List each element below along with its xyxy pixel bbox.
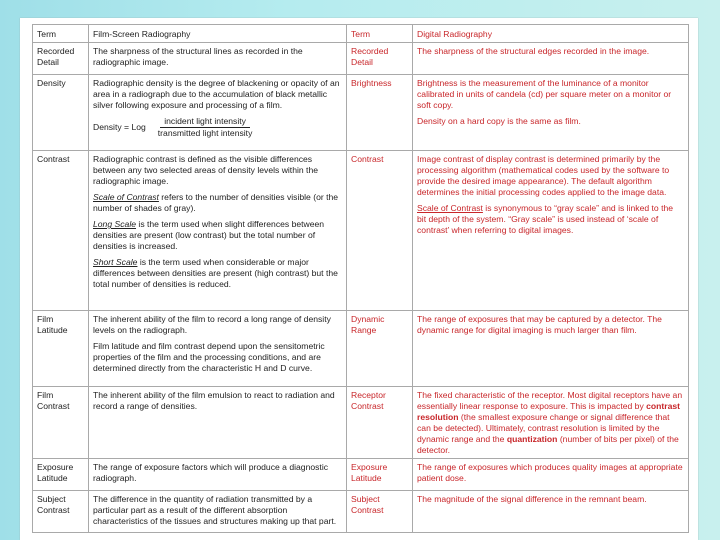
- table-row: [33, 459, 689, 491]
- digital-cell: The range of exposures which produces quality images at appropriate patient dose.: [413, 459, 689, 491]
- term-cell: Contrast: [33, 151, 89, 311]
- formula-label: Density = Log: [93, 122, 146, 132]
- film-long-text: is the term used when slight differences between densities are present (low contrast) but the total number of densities is increased.: [93, 219, 325, 251]
- digital-cell: The magnitude of the signal difference in the remnant beam.: [413, 491, 689, 533]
- digital-text-a: The fixed characteristic of the receptor. Most digital receptors have an essentially linear response to exposure. This is impacted by: [417, 390, 683, 411]
- document-page: [20, 18, 698, 540]
- term-cell: Film Contrast: [33, 387, 89, 459]
- digital-cell: [413, 75, 689, 151]
- term-underlined: Scale of Contrast: [93, 192, 159, 202]
- header-film-screen: Film-Screen Radiography: [89, 25, 347, 43]
- digital-term-cell: Contrast: [347, 151, 413, 311]
- film-cell: The inherent ability of the film emulsion to react to radiation and record a range of densities.: [89, 387, 347, 459]
- term-underlined: Long Scale: [93, 219, 137, 229]
- term-cell: Subject Contrast: [33, 491, 89, 533]
- table-row: [33, 43, 689, 75]
- film-cell: The range of exposure factors which will produce a diagnostic radiograph.: [89, 459, 347, 491]
- term-cell: Exposure Latitude: [33, 459, 89, 491]
- digital-term-cell: Receptor Contrast: [347, 387, 413, 459]
- term-underlined: Scale of Contrast: [417, 203, 483, 213]
- film-cell: The sharpness of the structural lines as recorded in the radiographic image.: [89, 43, 347, 75]
- digital-cell: [413, 387, 689, 459]
- term-cell: Density: [33, 75, 89, 151]
- digital-cell: The sharpness of the structural edges recorded in the image.: [413, 43, 689, 75]
- digital-term-cell: Brightness: [347, 75, 413, 151]
- formula-denominator: transmitted light intensity: [157, 128, 253, 138]
- header-term-digital: Term: [347, 25, 413, 43]
- term-cell: Film Latitude: [33, 311, 89, 387]
- digital-cell: The range of exposures that may be captured by a detector. The dynamic range for digital imaging is much larger than film.: [413, 311, 689, 387]
- header-digital: Digital Radiography: [413, 25, 689, 43]
- table-row: [33, 311, 689, 387]
- term-underlined: Short Scale: [93, 257, 138, 267]
- digital-cell: [413, 151, 689, 311]
- film-cell: [89, 311, 347, 387]
- digital-bold-quantization: quantization: [506, 434, 558, 444]
- header-term: Term: [33, 25, 89, 43]
- film-scale-of-contrast: [93, 192, 342, 214]
- digital-text-2: Density on a hard copy is the same as film.: [417, 116, 581, 126]
- formula-numerator: incident light intensity: [160, 116, 250, 128]
- digital-term-cell: Dynamic Range: [347, 311, 413, 387]
- film-text: Radiographic contrast is defined as the visible differences between any two selected areas of density levels within the radiographic image.: [93, 154, 318, 186]
- table-row: [33, 387, 689, 459]
- density-formula: [93, 116, 342, 139]
- film-short-scale: [93, 257, 342, 290]
- film-soc-text: refers to the number of densities visible (or the number of shades of gray).: [93, 192, 339, 213]
- film-short-text: is the term used when considerable or major differences between densities are present (high contrast) but the total number of densities is reduced.: [93, 257, 338, 289]
- digital-soc-text: is synonymous to “gray scale” and is linked to the bit depth of the system. “Gray scale” is used instead of ‘scale of contrast’ when referring to digital images.: [417, 203, 674, 235]
- film-cell: The difference in the quantity of radiation transmitted by a particular part as a result of the different absorption characteristics of the tissues and structures making up that part.: [89, 491, 347, 533]
- digital-text-d: (number of bits per pixel) of the detector.: [417, 434, 679, 455]
- term-cell: Recorded Detail: [33, 43, 89, 75]
- table-row: [33, 151, 689, 311]
- table-row: [33, 75, 689, 151]
- digital-term-cell: Exposure Latitude: [347, 459, 413, 491]
- formula-fraction: [154, 116, 257, 139]
- digital-term-cell: Subject Contrast: [347, 491, 413, 533]
- header-row: [33, 25, 689, 43]
- table-row: [33, 491, 689, 533]
- film-cell: [89, 151, 347, 311]
- film-text: The inherent ability of the film to record a long range of density levels on the radiograph.: [93, 314, 331, 335]
- digital-term-cell: Recorded Detail: [347, 43, 413, 75]
- digital-scale-of-contrast: [417, 203, 684, 236]
- digital-text: Image contrast of display contrast is determined primarily by the processing algorithm (mathematical codes used by the software to provide the desired image appearance). The default algorithm determines the initial processing codes applied to the image data.: [417, 154, 670, 197]
- comparison-table: [32, 24, 689, 533]
- digital-text: Brightness is the measurement of the luminance of a monitor calibrated in units of candela (cd) per square meter on a monitor or soft copy.: [417, 78, 672, 110]
- digital-bold-contrast-resolution: contrast resolution: [417, 401, 681, 422]
- film-long-scale: [93, 219, 342, 252]
- film-text: Radiographic density is the degree of blackening or opacity of an area in a radiograph due to the accumulation of black metallic silver following exposure and processing of a film.: [93, 78, 340, 110]
- film-cell: [89, 75, 347, 151]
- film-text-2: Film latitude and film contrast depend upon the sensitometric properties of the film and the processing conditions, and are determined directly from the characteristic H and D curve.: [93, 341, 325, 373]
- digital-text-c: (the smallest exposure change or signal difference that can be detected). Ultimately, contrast resolution is limited by the dynamic range and the: [417, 412, 670, 444]
